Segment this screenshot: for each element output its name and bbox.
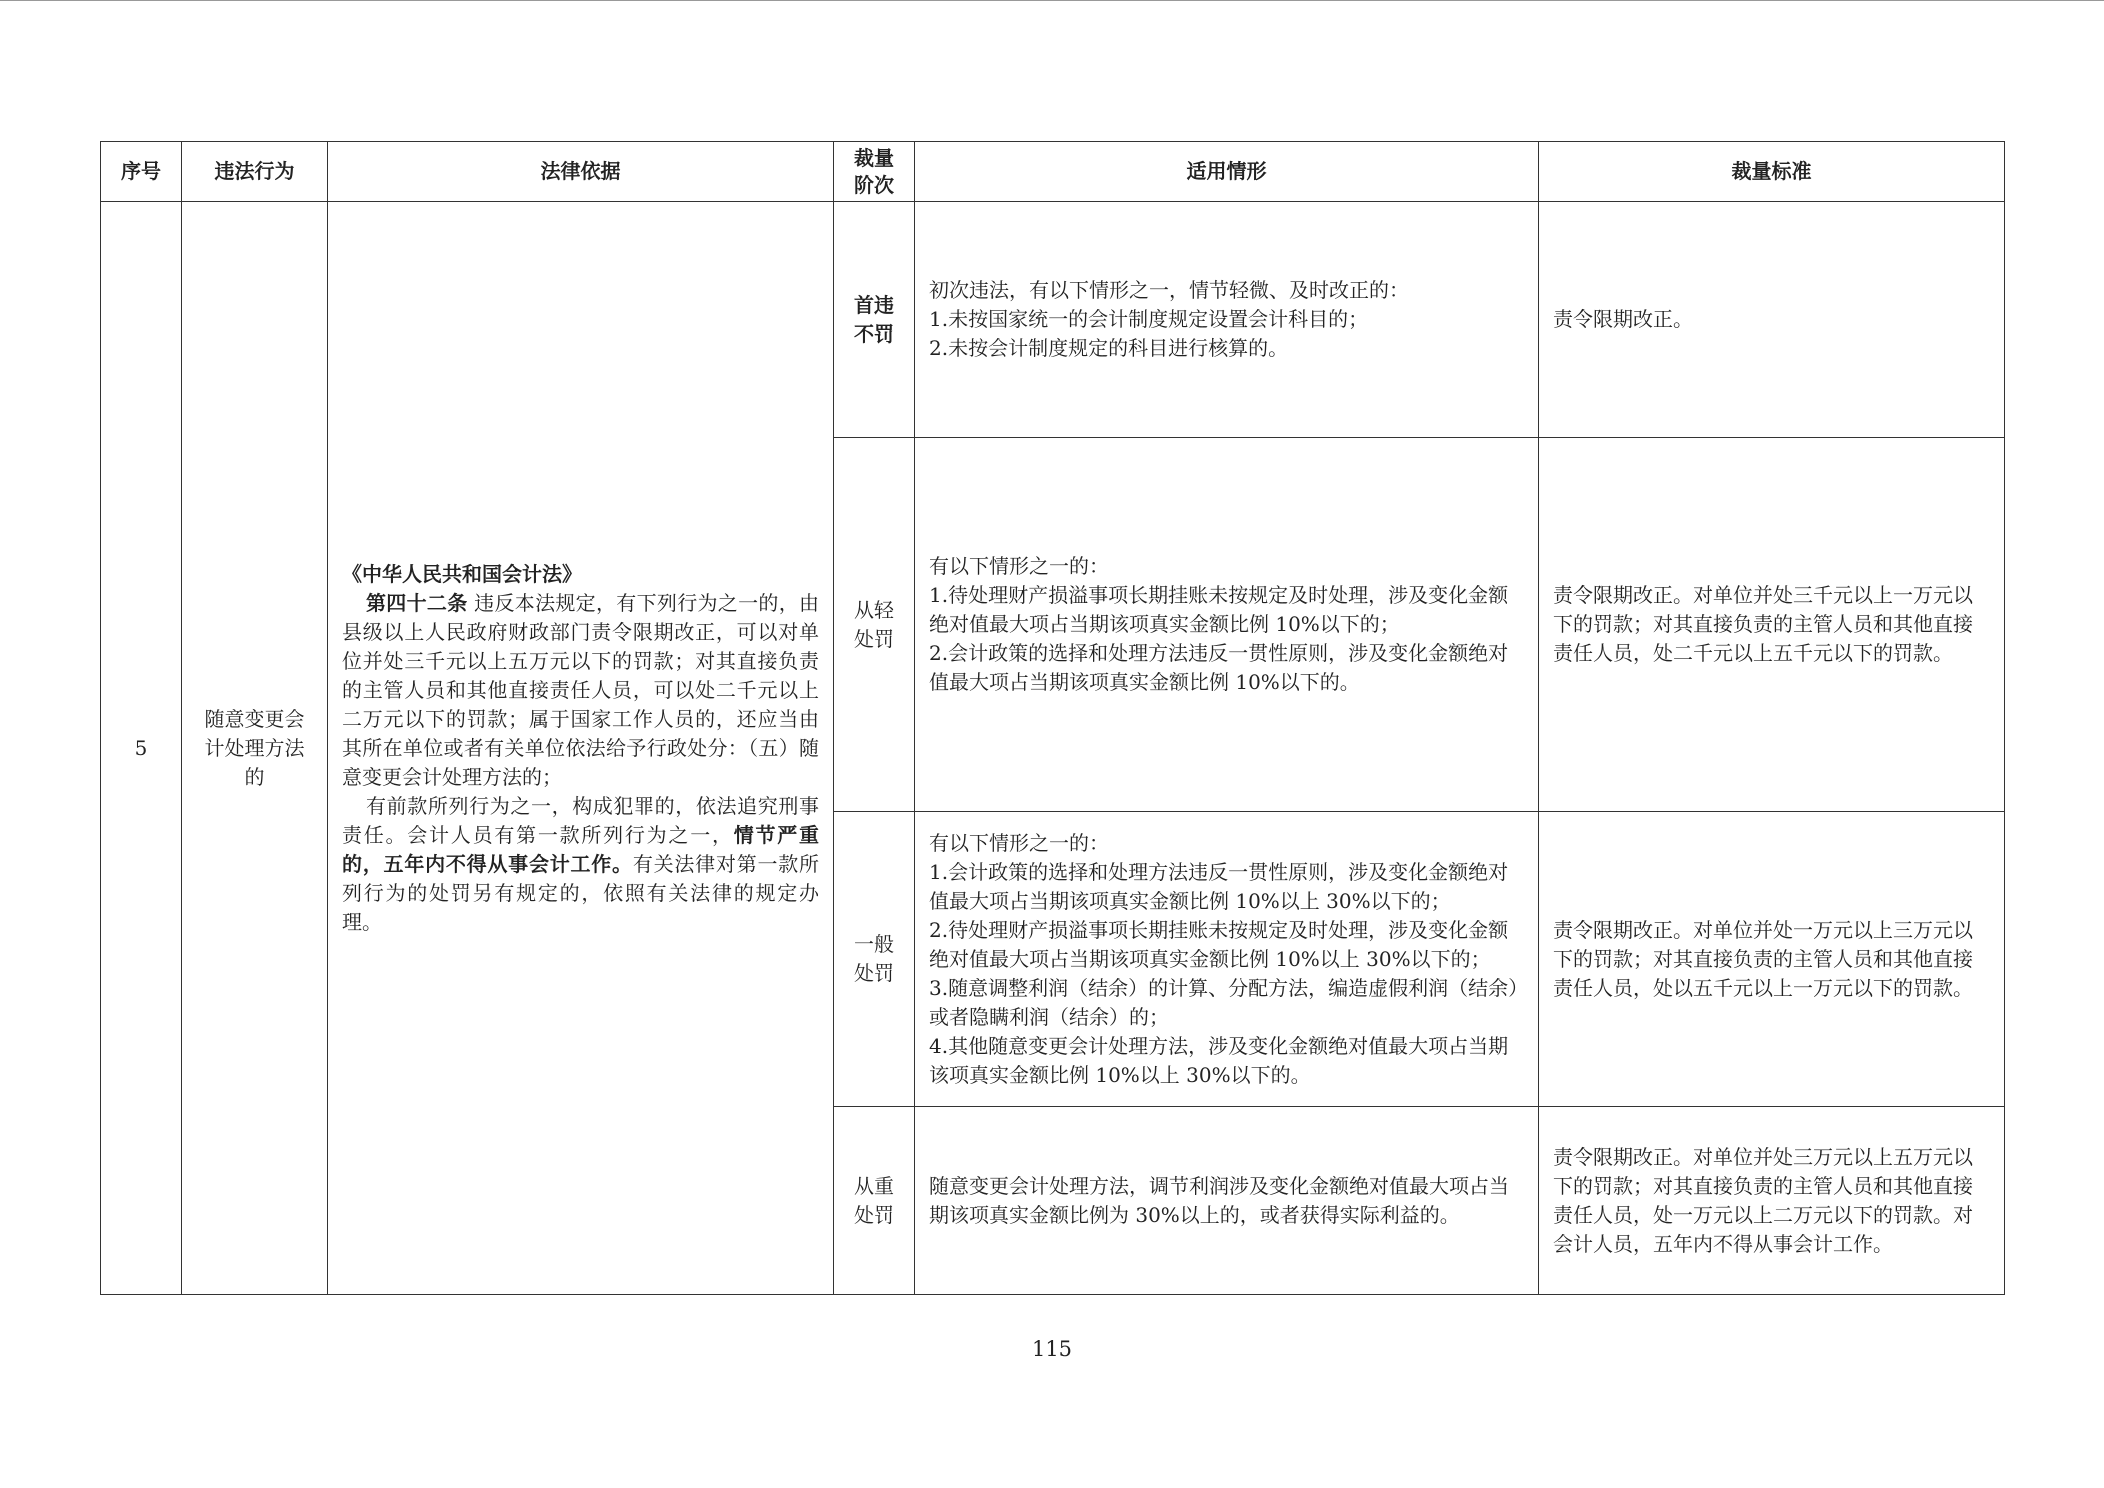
law-paragraph-1-text: 违反本法规定，有下列行为之一的，由县级以上人民政府财政部门责令限期改正，可以对单位并处三千元以上五万元以下的罚款；对其直接负责的主管人员和其他直接责任人员，可以处二千元以上二万元以下的罚款；属于国家工作人员的，还应当由其所在单位或者有关单位依法给予行政处分：（五）随意变更会计处理方法的； — [342, 590, 820, 789]
situation-2-line-1: 1.待处理财产损溢事项长期挂账未按规定及时处理，涉及变化金额绝对值最大项占当期该项真实金额比例 10%以下的； — [929, 583, 1509, 636]
standard-1-text: 责令限期改正。 — [1553, 307, 1693, 331]
law-paragraph-2-b: 有关法律对第一款所列行为的处罚另有规定的，依照有关法律的规定办理。 — [342, 851, 820, 934]
header-row — [101, 142, 2005, 202]
situation-1-line-0: 初次违法，有以下情形之一，情节轻微、及时改正的： — [929, 278, 1409, 302]
standard-4-text: 责令限期改正。对单位并处三万元以上五万元以下的罚款；对其直接负责的主管人员和其他直接责任人员，处一万元以上二万元以下的罚款。对会计人员，五年内不得从事会计工作。 — [1553, 1144, 1973, 1256]
situation-3-line-0: 有以下情形之一的： — [929, 830, 1109, 855]
standard-2-text: 责令限期改正。对单位并处三千元以上一万元以下的罚款；对其直接负责的主管人员和其他直接责任人员，处二千元以上五千元以下的罚款。 — [1553, 583, 1973, 665]
header-level-text: 裁量阶次 — [854, 145, 894, 197]
situation-3-line-2: 2.待处理财产损溢事项长期挂账未按规定及时处理，涉及变化金额绝对值最大项占当期该项真实金额比例 10%以上 30%以下的； — [929, 917, 1509, 971]
situation-1-line-2: 2.未按会计制度规定的科目进行核算的。 — [929, 336, 1289, 360]
situation-1-line-1: 1.未按国家统一的会计制度规定设置会计科目的； — [929, 307, 1369, 331]
level-2-label: 从轻处罚 — [854, 597, 894, 651]
header-no: 序号 — [101, 142, 182, 202]
law-paragraph-2 — [342, 792, 819, 937]
standard-cell-1 — [1539, 202, 2005, 438]
situation-3-line-1: 1.会计政策的选择和处理方法违反一贯性原则，涉及变化金额绝对值最大项占当期该项真实金额比例 10%以上 30%以下的； — [929, 859, 1509, 913]
discretion-standard-table — [100, 141, 2005, 1295]
situation-2-line-0: 有以下情形之一的： — [929, 554, 1109, 578]
header-law: 法律依据 — [328, 142, 834, 202]
violation-act — [182, 202, 328, 1295]
situation-3-line-4: 4.其他随意变更会计处理方法，涉及变化金额绝对值最大项占当期该项真实金额比例 10%以上 30%以下的。 — [929, 1033, 1509, 1087]
law-paragraph-1 — [342, 589, 819, 792]
law-paragraph-2-a: 有前款所列行为之一，构成犯罪的，依法追究刑事责任。会计人员有第一款所列行为之一， — [342, 793, 819, 847]
level-1-label: 首违不罚 — [854, 292, 894, 346]
law-paragraph-2-bold: 情节严重的，五年内不得从事会计工作。 — [342, 822, 820, 876]
law-title: 《中华人民共和国会计法》 — [342, 561, 582, 586]
level-3-label: 一般处罚 — [854, 932, 894, 985]
standard-cell-2 — [1539, 438, 2005, 812]
situation-4-line-0: 随意变更会计处理方法，调节利润涉及变化金额绝对值最大项占当期该项真实金额比例为 30%以上的，或者获得实际利益的。 — [929, 1173, 1509, 1227]
law-article: 第四十二条 — [366, 590, 468, 615]
level-cell-4 — [834, 1107, 915, 1295]
level-4-label: 从重处罚 — [854, 1173, 894, 1227]
header-act: 违法行为 — [182, 142, 328, 202]
page-top-rule — [0, 0, 2104, 1]
standard-3-text: 责令限期改正。对单位并处一万元以上三万元以下的罚款；对其直接负责的主管人员和其他直接责任人员，处以五千元以上一万元以下的罚款。 — [1553, 917, 1973, 1000]
situation-cell-1 — [915, 202, 1539, 438]
level-cell-3 — [834, 812, 915, 1107]
header-level — [834, 142, 915, 202]
level-row-1 — [101, 202, 2005, 438]
level-cell-1 — [834, 202, 915, 438]
page-number: 115 — [1031, 1337, 1073, 1361]
situation-cell-2 — [915, 438, 1539, 812]
header-standard: 裁量标准 — [1539, 142, 2005, 202]
situation-2-line-2: 2.会计政策的选择和处理方法违反一贯性原则，涉及变化金额绝对值最大项占当期该项真实金额比例 10%以下的。 — [929, 641, 1509, 694]
level-cell-2 — [834, 438, 915, 812]
standard-cell-3 — [1539, 812, 2005, 1107]
legal-basis — [328, 202, 834, 1295]
header-situation: 适用情形 — [915, 142, 1539, 202]
violation-act-text: 随意变更会计处理方法的 — [204, 706, 305, 789]
situation-cell-4 — [915, 1107, 1539, 1295]
situation-3-line-3: 3.随意调整利润（结余）的计算、分配方法，编造虚假利润（结余）或者隐瞒利润（结余）的； — [929, 975, 1519, 1029]
standard-cell-4 — [1539, 1107, 2005, 1295]
row-number: 5 — [101, 202, 182, 1295]
situation-cell-3 — [915, 812, 1539, 1107]
